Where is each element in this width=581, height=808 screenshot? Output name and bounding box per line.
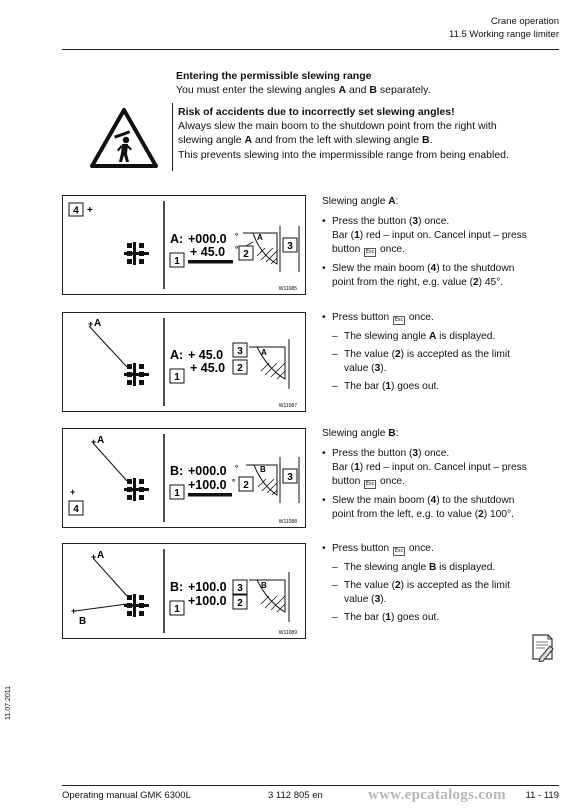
input-bar — [188, 493, 232, 497]
crane-symbol — [124, 478, 149, 501]
s3-post: : — [395, 428, 399, 439]
figure-w11088 — [62, 428, 306, 528]
warning-line-2 — [178, 133, 568, 147]
list-item — [322, 579, 562, 607]
warning-divider — [172, 103, 173, 171]
box-3: 3 — [237, 346, 243, 357]
list-item — [322, 215, 562, 257]
readout-label: A: — [170, 348, 184, 362]
readout-value-2: +100.0 — [188, 594, 227, 608]
t: point from the left, e.g. to value ( — [332, 509, 479, 521]
t: ) goes out. — [391, 612, 440, 624]
subheading-a — [322, 195, 562, 209]
figure-w11087 — [62, 312, 306, 412]
t: ) 100°. — [483, 509, 514, 521]
t: 2 — [473, 277, 479, 289]
w2b: A — [244, 134, 253, 147]
chapter-title: Crane operation — [490, 16, 559, 27]
display-diagram-3 — [63, 429, 305, 527]
plus-mark: + — [70, 487, 76, 497]
t: The value ( — [344, 580, 395, 592]
degree-2: ° — [235, 245, 239, 254]
t: ) is accepted as the limit — [400, 349, 510, 361]
sector-a: A — [257, 233, 263, 242]
t: ) goes out. — [391, 381, 440, 393]
t: ). — [380, 363, 387, 375]
svg-text:+: + — [91, 437, 97, 447]
t: point from the right, e.g. value ( — [332, 277, 473, 289]
t: The bar ( — [344, 381, 386, 393]
readout-value-2: + 45.0 — [190, 361, 226, 375]
t: once. — [406, 312, 434, 323]
degree-2: ° — [232, 478, 236, 487]
t: 1 — [385, 381, 392, 393]
box-2: 2 — [237, 363, 243, 374]
label-4: 4 — [73, 205, 79, 217]
t: 4 — [430, 495, 437, 507]
steps-angle-b — [322, 427, 562, 527]
s3-pre: Slewing angle — [322, 428, 389, 439]
s1-post: : — [395, 196, 399, 207]
t: value ( — [344, 363, 375, 375]
intro-text-1: You must enter the slewing angles — [176, 83, 339, 96]
t: ) to the shutdown — [436, 263, 515, 275]
t: ) once. — [418, 448, 450, 460]
list-item — [322, 348, 562, 376]
sector-a: A — [261, 348, 267, 357]
t: The slewing angle — [344, 331, 429, 343]
figure-w11085 — [62, 195, 306, 295]
w2a: slewing angle — [178, 134, 245, 147]
line-label-a: A — [97, 435, 105, 446]
readout-value-1: +000.0 — [188, 464, 227, 478]
plus-mark: + — [87, 205, 93, 216]
t: 1 — [385, 612, 392, 624]
sector-b: B — [260, 465, 266, 474]
list-item — [322, 494, 562, 522]
t: once. — [377, 476, 405, 488]
t: value ( — [344, 594, 375, 606]
box-3: 3 — [287, 241, 293, 252]
footer-doc-number: 3 112 805 en — [268, 790, 323, 801]
t: 2 — [394, 580, 401, 592]
t: B — [428, 562, 437, 574]
header-rule — [62, 49, 559, 50]
box-3: 3 — [287, 472, 293, 483]
readout-value-1: +100.0 — [188, 580, 227, 594]
crushing-hazard-warning-icon — [90, 107, 158, 169]
warning-text — [178, 105, 568, 162]
display-diagram-2 — [63, 313, 305, 411]
readout-label: B: — [170, 464, 184, 478]
t: 1 — [354, 462, 360, 474]
line-label-a: A — [97, 550, 105, 561]
intro-text-2: and — [346, 83, 370, 96]
footer-manual: Operating manual GMK 6300L — [62, 790, 191, 801]
label-4: 4 — [73, 504, 79, 515]
section-title: 11.5 Working range limiter — [448, 28, 559, 40]
t: once. — [377, 244, 405, 256]
display-diagram-4 — [63, 544, 305, 638]
t: 3 — [412, 448, 419, 460]
t: The value ( — [344, 349, 395, 361]
w2e: . — [429, 134, 433, 147]
warning-line-3: This prevents slewing into the impermissible range from being enabled. — [178, 148, 509, 161]
t: is displayed. — [436, 562, 496, 574]
figure-id: W11087 — [278, 403, 297, 409]
warning-block — [62, 103, 566, 173]
svg-text:+: + — [88, 319, 94, 329]
t: 3 — [374, 594, 381, 606]
t: ) to the shutdown — [436, 495, 515, 507]
box-1: 1 — [174, 256, 180, 267]
readout-value-1: +000.0 — [188, 232, 227, 246]
intro-block — [176, 70, 566, 97]
t: Bar ( — [332, 462, 355, 474]
page-header — [449, 16, 559, 42]
t: ) once. — [418, 216, 450, 228]
t: A — [428, 331, 437, 343]
esc-key-icon: Esc — [365, 481, 375, 488]
figure-id: W11085 — [278, 286, 297, 292]
esc-key-icon: Esc — [365, 249, 375, 256]
t: ) 45°. — [478, 277, 504, 289]
display-diagram-1 — [63, 196, 305, 294]
steps-angle-a — [322, 195, 562, 295]
list-item — [322, 330, 562, 344]
list-item — [322, 447, 562, 489]
t: 1 — [354, 230, 360, 242]
input-bar — [188, 260, 233, 264]
sector-b: B — [261, 581, 267, 590]
t: 2 — [394, 349, 401, 361]
svg-text:+: + — [91, 552, 97, 562]
list-item — [322, 561, 562, 575]
t: ) red – input on. Cancel input – press — [359, 230, 527, 242]
t: button — [332, 476, 364, 488]
list-item — [322, 311, 562, 325]
steps-accept-b — [322, 542, 562, 629]
steps-accept-a — [322, 311, 562, 398]
t: Press the button ( — [332, 448, 413, 460]
figure-id: W11089 — [278, 630, 297, 636]
side-date: 11.07.2011 — [5, 686, 12, 720]
degree-1: ° — [235, 464, 239, 473]
box-3: 3 — [237, 583, 243, 594]
t: Slew the main boom ( — [332, 263, 431, 275]
crane-symbol — [124, 363, 149, 386]
warning-heading: Risk of accidents due to incorrectly set slewing angles! — [178, 106, 455, 118]
readout-label: A: — [170, 232, 184, 246]
box-2: 2 — [243, 480, 249, 491]
readout-label: B: — [170, 580, 184, 594]
footer-page-number: 11 - 119 — [525, 790, 559, 801]
figure-w11089 — [62, 543, 306, 639]
list-item — [322, 380, 562, 394]
box-1: 1 — [174, 604, 180, 615]
intro-text — [176, 84, 566, 98]
readout-value-2: +100.0 — [188, 478, 227, 492]
t: 4 — [430, 263, 437, 275]
t: ) is accepted as the limit — [400, 580, 510, 592]
box-2: 2 — [243, 249, 249, 260]
list-item — [322, 542, 562, 556]
list-item — [322, 262, 562, 290]
esc-key-icon: Esc — [394, 317, 404, 323]
list-item — [322, 611, 562, 625]
crane-symbol — [124, 594, 149, 617]
intro-angle-a: A — [338, 83, 347, 96]
watermark: www.epcatalogs.com — [368, 787, 506, 803]
t: The bar ( — [344, 612, 386, 624]
esc-key-icon: Esc — [394, 548, 404, 554]
s1-pre: Slewing angle — [322, 196, 389, 207]
readout-value-1: + 45.0 — [188, 348, 224, 362]
s1-letter: A — [388, 196, 396, 207]
t: button — [332, 244, 364, 256]
figure-id: W11088 — [278, 519, 297, 525]
intro-heading: Entering the permissible slewing range — [176, 70, 372, 82]
warning-line-1: Always slew the main boom to the shutdown point from the right with — [178, 120, 497, 133]
t: Slew the main boom ( — [332, 495, 431, 507]
t: 3 — [412, 216, 419, 228]
line-label-a: A — [94, 318, 102, 329]
t: once. — [406, 543, 434, 554]
svg-text:+: + — [71, 606, 77, 616]
readout-value-2: + 45.0 — [190, 245, 226, 259]
t: 2 — [478, 509, 484, 521]
subheading-b — [322, 427, 562, 441]
intro-angle-b: B — [369, 83, 378, 96]
box-1: 1 — [174, 488, 180, 499]
t: The slewing angle — [344, 562, 429, 574]
box-1: 1 — [174, 372, 180, 383]
intro-text-3: separately. — [377, 83, 431, 96]
line-label-b: B — [79, 616, 87, 627]
t: 3 — [374, 363, 381, 375]
s3-letter: B — [388, 428, 396, 439]
w2c: and from the left with slewing angle — [252, 134, 422, 147]
crane-symbol — [124, 242, 149, 265]
degree-1: ° — [235, 232, 239, 241]
box-2: 2 — [237, 598, 243, 609]
t: Press the button ( — [332, 216, 413, 228]
t: ). — [380, 594, 387, 606]
t: Press button — [332, 543, 393, 554]
t: Bar ( — [332, 230, 355, 242]
t: ) red – input on. Cancel input – press — [359, 462, 527, 474]
t: Press button — [332, 312, 393, 323]
w2d: B — [421, 134, 430, 147]
t: is displayed. — [436, 331, 496, 343]
notepad-pencil-icon — [530, 632, 556, 662]
